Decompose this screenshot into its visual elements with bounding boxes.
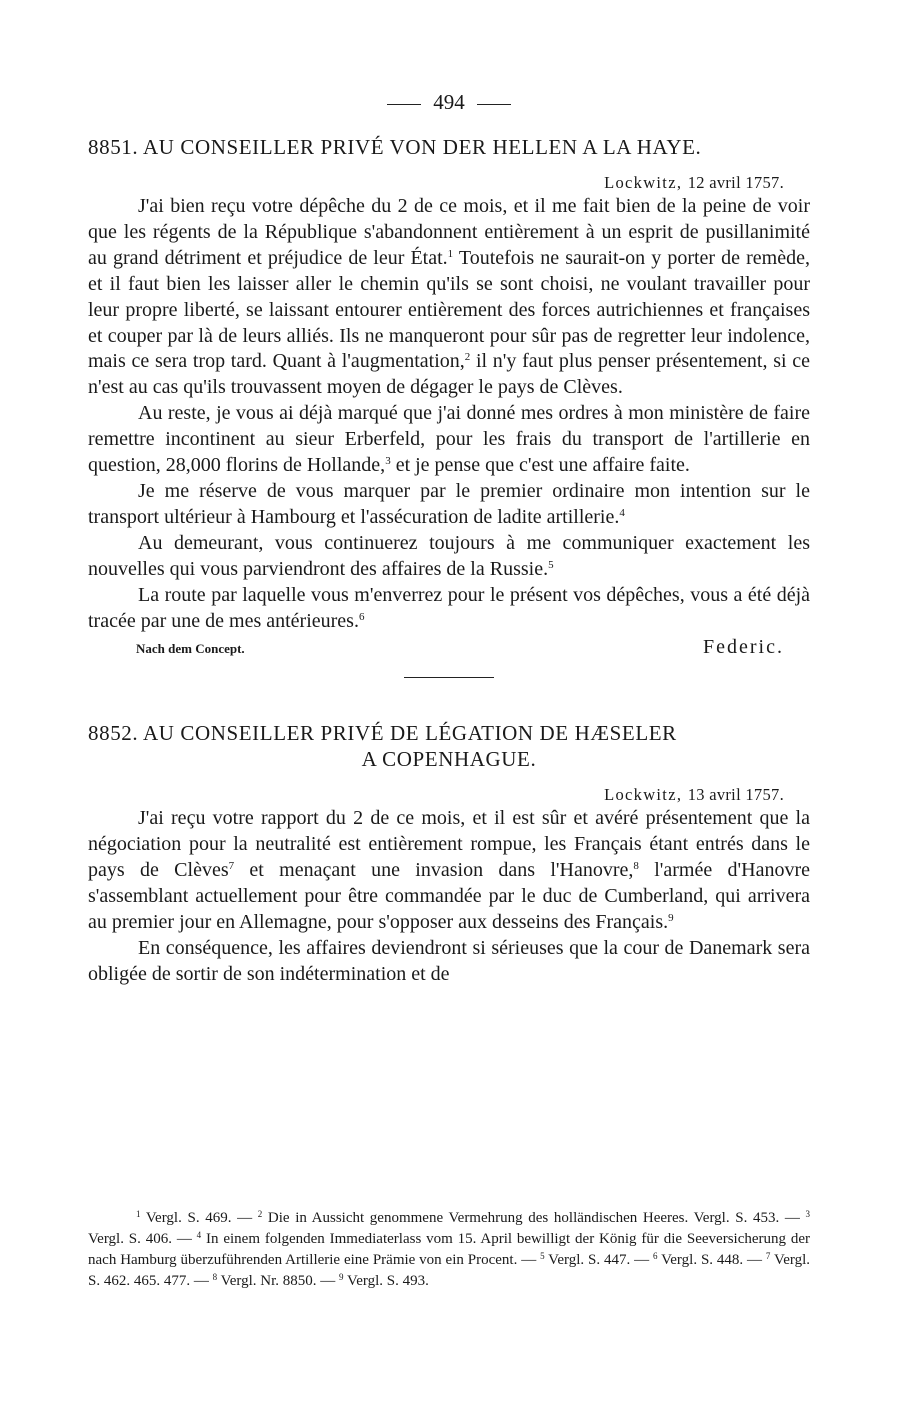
letter-heading — [88, 134, 810, 160]
letter-title-line2: A COPENHAGUE. — [361, 747, 537, 772]
footnote-ref: 4 — [619, 506, 625, 519]
page-number-right-dash — [477, 104, 511, 105]
paragraph — [88, 401, 810, 479]
section-divider — [404, 677, 494, 678]
dateline — [88, 784, 810, 806]
paragraph-text: Au reste, je vous ai déjà marqué que j'ai donné mes ordres à mon ministère de faire remettre incontinent au sieur Erberfeld, pour les frais du transport de l'artillerie en question, 28,000 florins de Hollande, — [88, 402, 810, 477]
letter-8852 — [88, 720, 810, 987]
letter-title: AU CONSEILLER PRIVÉ VON DER HELLEN A LA HAYE. — [142, 135, 702, 159]
paragraph-text: Au demeurant, vous continuerez toujours à me communiquer exactement les nouvelles qui vous parviendront des affaires de la Russie. — [88, 531, 810, 580]
paragraph — [88, 583, 810, 635]
dateline — [88, 172, 810, 194]
footnote-text: Vergl. S. 469. — — [140, 1210, 258, 1226]
source-note: Nach dem Concept. — [136, 641, 245, 657]
footnote-ref: 9 — [668, 912, 674, 925]
footnote-ref: 1 — [447, 247, 454, 260]
footnote-number: 9 — [339, 1272, 344, 1282]
paragraph-text: et menaçant une invasion dans l'Hanovre, — [234, 859, 634, 882]
footnote-number: 5 — [540, 1251, 545, 1261]
footnote-number: 4 — [196, 1230, 202, 1240]
footnote-number: 3 — [805, 1209, 810, 1219]
paragraph-text: il n'y faut plus penser présentement, si ce n'est au cas qu'ils trouvassent moyen de dégager le pays de Clèves. — [88, 350, 810, 399]
paragraph — [88, 936, 810, 988]
date: 13 avril 1757. — [687, 785, 784, 805]
page-number-line — [88, 88, 810, 116]
paragraph-text: En conséquence, les affaires deviendront si sérieuses que la cour de Danemark sera obligée de sortir de son indétermination et de — [88, 936, 810, 985]
footnote-text: Vergl. Nr. 8850. — — [217, 1273, 340, 1289]
footnote-text: Vergl. S. 462. 465. 477. — — [88, 1252, 810, 1289]
paragraph — [88, 194, 810, 401]
footnote-text: Vergl. S. 406. — — [88, 1231, 197, 1247]
page-number: 494 — [433, 90, 465, 114]
footnote-text: Vergl. S. 447. — — [544, 1252, 653, 1268]
paragraph-text: J'ai reçu votre rapport du 2 de ce mois, et il est sûr et avéré présentement que la négociation pour la neutralité est entièrement rompue, les Français étant entrés dans le pays de Clèves — [88, 807, 810, 882]
place: Lockwitz, — [604, 173, 683, 192]
place: Lockwitz, — [604, 785, 683, 805]
paragraph-text: Toutefois ne saurait-on y porter de remède, et il faut bien les laisser aller le chemin qu'ils se sont choisi, ne voulant travailler pour leur propre liberté, se laissant entourer entièrement des forces autrichiennes et françaises et couper par là de leurs alliés. Ils ne manqueront pour sûr pas de regretter leur indolence, mais ce sera trop tard. Quant à l'augmentation, — [88, 246, 810, 373]
footnote-text: Die in Aussicht genommene Vermehrung des holländischen Heeres. Vergl. S. 453. — — [262, 1210, 806, 1226]
footnote-number: 1 — [136, 1209, 141, 1219]
paragraph-text: et je pense que c'est une affaire faite. — [390, 454, 690, 477]
footnote-text: Vergl. S. 493. — [343, 1273, 429, 1289]
footnote-number: 7 — [765, 1251, 771, 1261]
page — [88, 88, 810, 988]
letter-8851 — [88, 134, 810, 678]
footnote-number: 6 — [653, 1251, 658, 1261]
date: 12 avril 1757. — [687, 173, 784, 192]
footnote-number: 8 — [212, 1272, 218, 1282]
paragraph-text: La route par laquelle vous m'enverrez pour le présent vos dépêches, vous a été déjà tracée par une de mes antérieures. — [88, 583, 810, 632]
signature-line — [88, 636, 810, 659]
letter-heading — [88, 720, 810, 746]
footnotes — [88, 1208, 810, 1292]
footnote-ref: 3 — [385, 455, 391, 468]
footnote-text: In einem folgenden Immediaterlass vom 15. April bewilligt der König für die Seeversicherung der nach Hamburg überzuführenden Artillerie eine Prämie von ein Procent. — — [88, 1231, 810, 1268]
footnote-ref: 6 — [358, 610, 365, 623]
letter-number: 8852. — [88, 721, 139, 746]
paragraph — [88, 806, 810, 936]
paragraph — [88, 531, 810, 583]
letter-heading-continued — [88, 746, 810, 772]
paragraph-text: J'ai bien reçu votre dépêche du 2 de ce mois, et il me fait bien de la peine de voir que les régents de la République s'abandonnent entièrement à un esprit de pusillanimité au grand détriment et préjudice de leur État. — [88, 195, 810, 269]
footnote-text: Vergl. S. 448. — — [657, 1252, 766, 1268]
footnote-ref: 8 — [633, 860, 639, 873]
signature: Federic. — [703, 636, 784, 659]
paragraph-text: l'armée d'Hanovre s'assemblant actuellement pour être commandée par le duc de Cumberland, qui arrivera au premier jour en Allemagne, pour s'opposer aux desseins des Français. — [88, 859, 810, 934]
paragraph-text: Je me réserve de vous marquer par le premier ordinaire mon intention sur le transport ultérieur à Hambourg et l'assécuration de ladite artillerie. — [88, 479, 810, 528]
footnote-ref: 5 — [548, 558, 554, 571]
paragraph — [88, 479, 810, 531]
footnote-ref: 2 — [464, 351, 471, 364]
page-number-left-dash — [387, 104, 421, 105]
footnote-ref: 7 — [228, 860, 235, 873]
letter-title: AU CONSEILLER PRIVÉ DE LÉGATION DE HÆSELER — [142, 721, 677, 746]
letter-number: 8851. — [88, 135, 139, 159]
footnote-number: 2 — [257, 1209, 263, 1219]
